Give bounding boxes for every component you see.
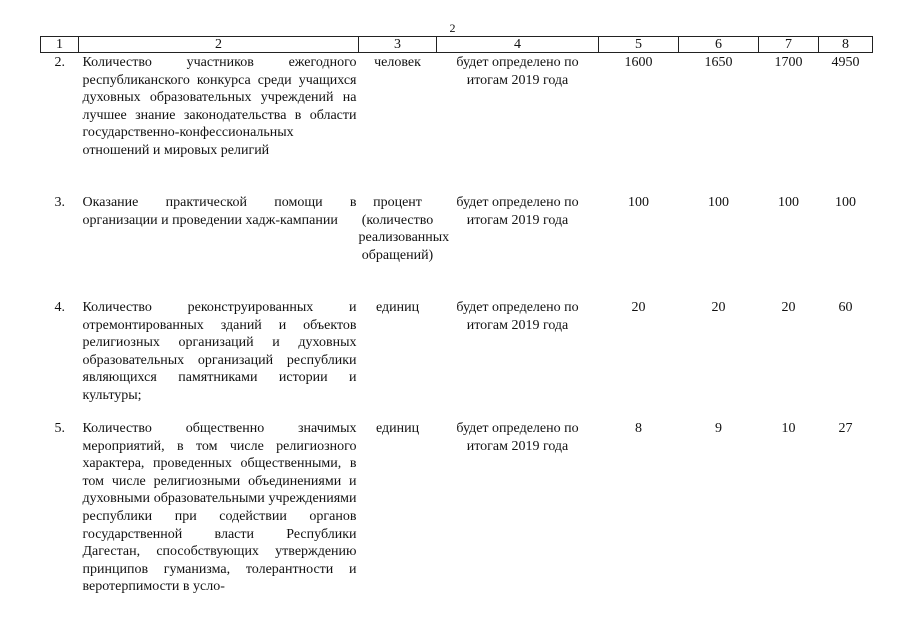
row-number: 2. bbox=[54, 55, 65, 70]
value-col-7: 1700 bbox=[774, 55, 803, 70]
column-header: 2 bbox=[79, 37, 359, 53]
unit-of-measure: человек bbox=[374, 55, 421, 70]
table-row bbox=[41, 297, 873, 418]
value-col-6: 9 bbox=[715, 421, 722, 436]
value-col-8: 27 bbox=[838, 421, 853, 436]
value-col-5: 8 bbox=[635, 421, 642, 436]
table-row bbox=[41, 418, 873, 610]
value-col-6: 100 bbox=[708, 195, 729, 210]
value-col-7: 10 bbox=[781, 421, 796, 436]
indicators-table bbox=[40, 36, 873, 610]
value-col-5: 20 bbox=[631, 300, 646, 315]
baseline-value: будет определено по итогам 2019 года bbox=[456, 55, 579, 88]
indicator-description: Количество участников ежегодного республиканского конкурса среди учащихся духовных образовательных учреждений на лучшее знание законодательства в области государственно-конфессиональных отношений и мировых религий bbox=[82, 55, 357, 158]
indicator-description: Оказание практической помощи в организации и проведении хадж-кампании bbox=[82, 195, 357, 228]
value-col-5: 100 bbox=[628, 195, 649, 210]
row-number: 4. bbox=[54, 300, 65, 315]
value-col-7: 100 bbox=[778, 195, 799, 210]
column-header: 1 bbox=[41, 37, 79, 53]
row-number: 3. bbox=[54, 195, 65, 210]
indicator-description: Количество реконструированных и отремонтированных зданий и объектов религиозных организаций и духовных образовательных организаций республики являющихся памятниками истории и культуры; bbox=[82, 300, 357, 403]
column-header: 7 bbox=[759, 37, 819, 53]
page-number: 2 bbox=[449, 21, 456, 35]
column-header: 4 bbox=[437, 37, 599, 53]
row-number: 5. bbox=[54, 421, 65, 436]
value-col-8: 100 bbox=[835, 195, 856, 210]
column-header: 5 bbox=[599, 37, 679, 53]
table-row bbox=[41, 193, 873, 297]
column-header: 3 bbox=[359, 37, 437, 53]
value-col-6: 20 bbox=[711, 300, 726, 315]
value-col-8: 60 bbox=[838, 300, 853, 315]
value-col-5: 1600 bbox=[624, 55, 653, 70]
table-row bbox=[41, 53, 873, 194]
unit-of-measure: процент (количество реализованных обращений) bbox=[358, 195, 450, 263]
unit-of-measure: единиц bbox=[375, 300, 420, 315]
baseline-value: будет определено по итогам 2019 года bbox=[456, 195, 579, 228]
column-header: 8 bbox=[819, 37, 873, 53]
value-col-7: 20 bbox=[781, 300, 796, 315]
unit-of-measure: единиц bbox=[375, 421, 420, 436]
column-number-header bbox=[41, 37, 873, 53]
indicator-description: Количество общественно значимых мероприятий, в том числе религиозного характера, проведенных общественными, в том числе религиозными объединениями и духовными образовательными учреждениями республики при содействии органов государственной власти Республики Дагестан, способствующих утверждению принципов гуманизма, толерантности и веротерпимости в усло- bbox=[82, 421, 357, 595]
baseline-value: будет определено по итогам 2019 года bbox=[456, 300, 579, 333]
value-col-8: 4950 bbox=[831, 55, 860, 70]
value-col-6: 1650 bbox=[704, 55, 733, 70]
baseline-value: будет определено по итогам 2019 года bbox=[456, 421, 579, 454]
column-header: 6 bbox=[679, 37, 759, 53]
